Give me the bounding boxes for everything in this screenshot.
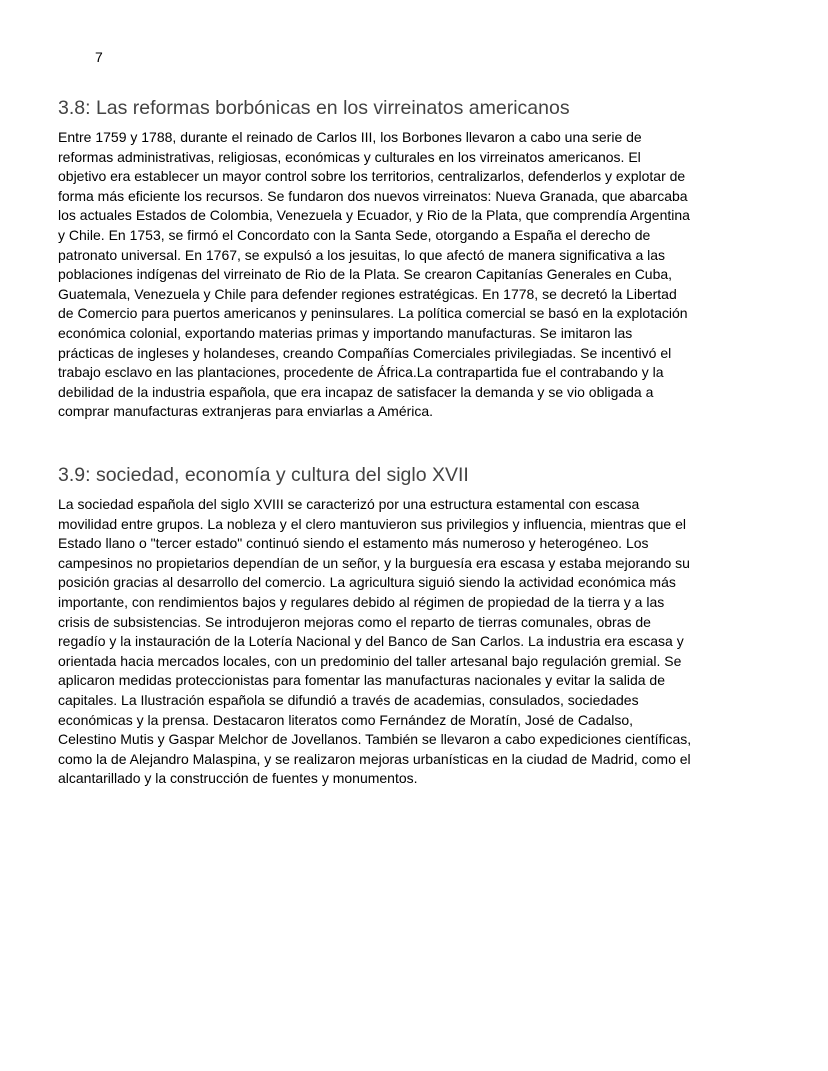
section-sociedad-economia-cultura	[58, 463, 758, 789]
paragraph-line: Celestino Mutis y Gaspar Melchor de Jovellanos. También se llevaron a cabo expediciones científicas,	[58, 731, 692, 748]
paragraph-line: reformas administrativas, religiosas, económicas y culturales en los virreinatos americanos. El	[58, 148, 641, 165]
section-heading: 3.9: sociedad, economía y cultura del siglo XVII	[58, 464, 469, 486]
paragraph-line: objetivo era establecer un mayor control sobre los territorios, centralizarlos, defenderlos y explotar de	[58, 168, 686, 185]
section-paragraph	[58, 128, 758, 422]
paragraph-line: prácticas de ingleses y holandeses, creando Compañías Comerciales privilegiadas. Se incentivó el	[58, 344, 672, 361]
paragraph-line: campesinos no propietarios dependían de un señor, y la burguesía era escasa y estaba mejorando su	[58, 554, 690, 571]
paragraph-line: orientada hacia mercados locales, con un predominio del taller artesanal bajo regulación gremial. Se	[58, 652, 682, 669]
paragraph-line: trabajo esclavo en las plantaciones, procedente de África.La contrapartida fue el contrabando y la	[58, 364, 664, 381]
paragraph-line: importante, con rendimientos bajos y regulares debido al régimen de propiedad de la tierra y a las	[58, 593, 665, 610]
paragraph-line: crisis de subsistencias. Se introdujeron mejoras como el reparto de tierras comunales, obras de	[58, 613, 651, 630]
paragraph-line: económica colonial, exportando materias primas y importando manufacturas. Se imitaron las	[58, 324, 633, 341]
paragraph-line: poblaciones indígenas del virreinato de Rio de la Plata. Se crearon Capitanías Generales en Cuba,	[58, 266, 673, 283]
paragraph-line: de Comercio para puertos americanos y peninsulares. La política comercial se basó en la explotación	[58, 305, 688, 322]
section-heading: 3.8: Las reformas borbónicas en los virreinatos americanos	[58, 97, 570, 119]
paragraph-line: Guatemala, Venezuela y Chile para defender regiones estratégicas. En 1778, se decretó la Libertad	[58, 285, 677, 302]
paragraph-line: patronato universal. En 1767, se expulsó a los jesuitas, lo que afectó de manera significativa a las	[58, 246, 666, 263]
paragraph-line: capitales. La Ilustración española se difundió a través de academias, consulados, sociedades	[58, 691, 639, 708]
section-reformas-borbonicas	[58, 96, 758, 422]
paragraph-line: económicas y la prensa. Destacaron literatos como Fernández de Moratín, José de Cadalso,	[58, 711, 634, 728]
page-number: 7	[95, 49, 103, 65]
paragraph-line: los actuales Estados de Colombia, Venezuela y Ecuador, y Rio de la Plata, que comprendía Argentina	[58, 207, 690, 224]
paragraph-line: alcantarillado y la construcción de fuentes y monumentos.	[58, 770, 418, 787]
paragraph-line: Estado llano o "tercer estado" continuó siendo el estamento más numeroso y heterogéneo. Los	[58, 535, 649, 552]
paragraph-line: La sociedad española del siglo XVIII se caracterizó por una estructura estamental con escasa	[58, 496, 640, 512]
paragraph-line: aplicaron medidas proteccionistas para fomentar las manufacturas nacionales y evitar la salida de	[58, 672, 665, 689]
paragraph-line: debilidad de la industria española, que era incapaz de satisfacer la demanda y se vio obligada a	[58, 383, 654, 400]
paragraph-line: Entre 1759 y 1788, durante el reinado de Carlos III, los Borbones llevaron a cabo una serie de	[58, 129, 642, 145]
paragraph-line: comprar manufacturas extranjeras para enviarlas a América.	[58, 403, 434, 420]
paragraph-line: como la de Alejandro Malaspina, y se realizaron mejoras urbanísticas en la ciudad de Madrid, como el	[58, 750, 691, 767]
paragraph-line: posición gracias al desarrollo del comercio. La agricultura siguió siendo la actividad económica más	[58, 574, 676, 591]
paragraph-line: forma más eficiente los recursos. Se fundaron dos nuevos virreinatos: Nueva Granada, que abarcaba	[58, 187, 688, 204]
paragraph-line: regadío y la instauración de la Lotería Nacional y del Banco de San Carlos. La industria era escasa y	[58, 633, 684, 650]
section-paragraph	[58, 495, 758, 789]
paragraph-line: y Chile. En 1753, se firmó el Concordato con la Santa Sede, otorgando a España el derecho de	[58, 226, 651, 243]
paragraph-line: movilidad entre grupos. La nobleza y el clero mantuvieron sus privilegios y influencia, mientras que el	[58, 515, 686, 532]
